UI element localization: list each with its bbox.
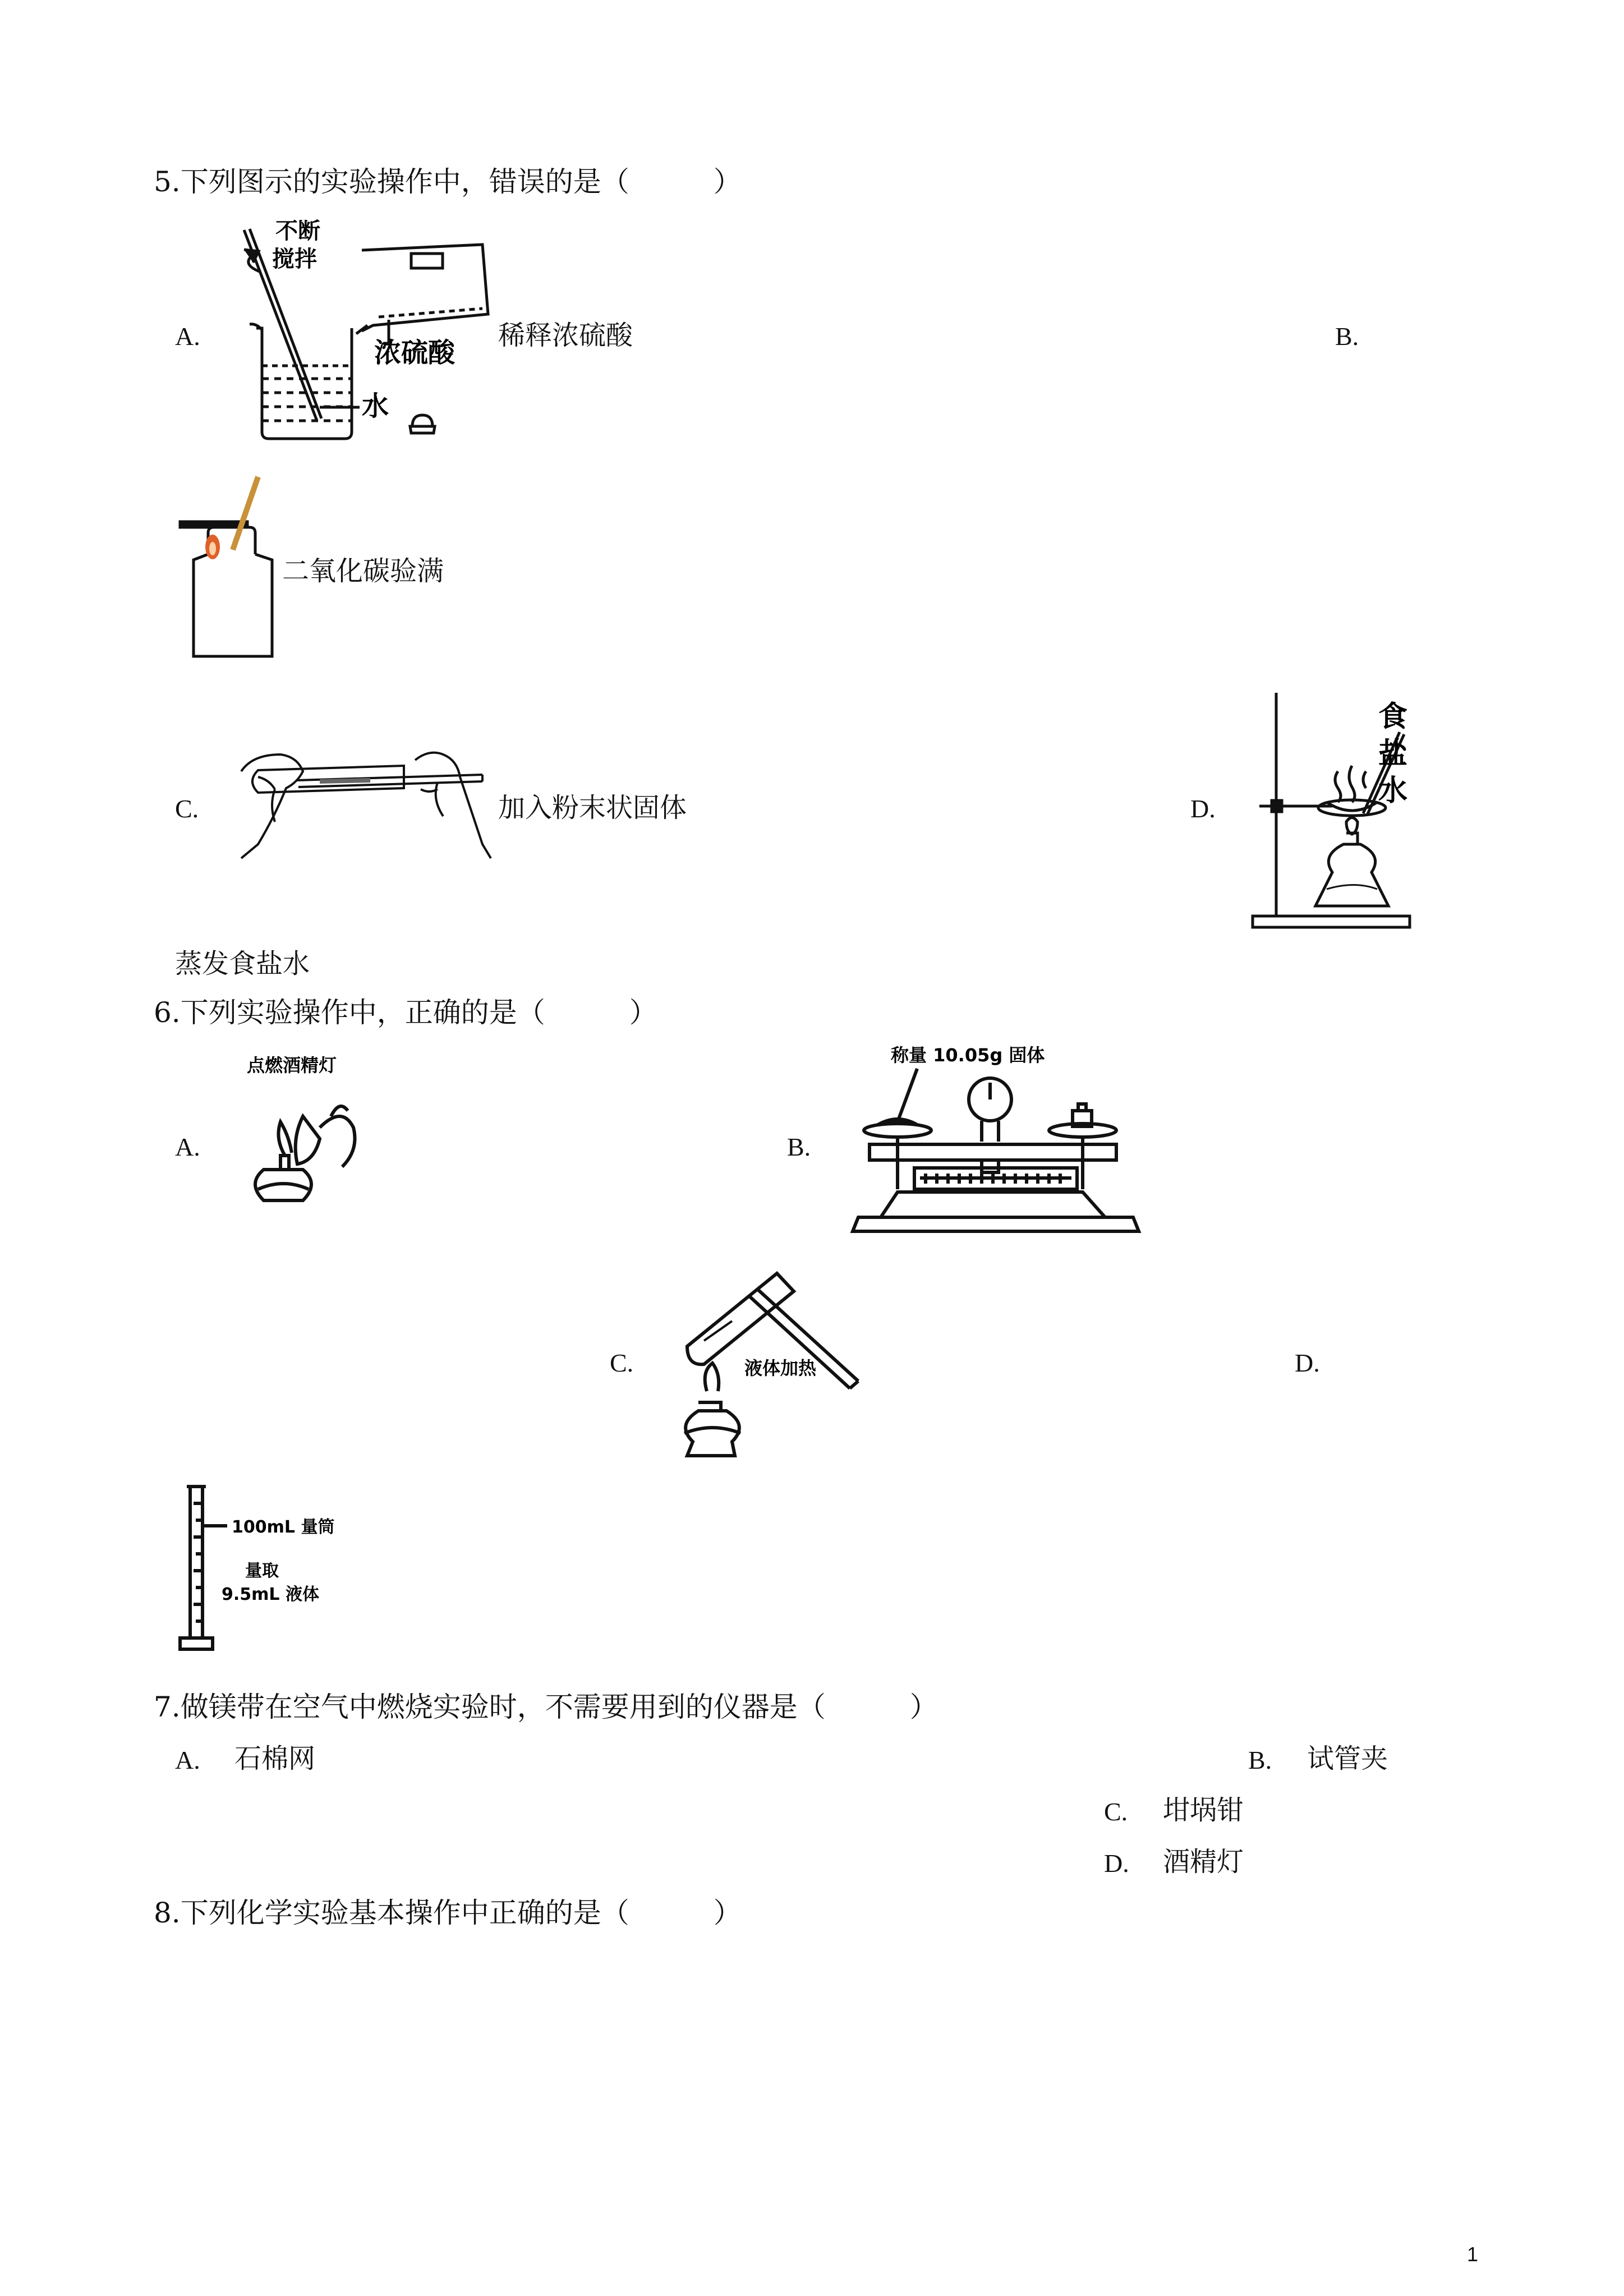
q7-option-a-letter[interactable]: A. (175, 1746, 200, 1774)
fig-caption-light-lamp: 点燃酒精灯 (247, 1055, 337, 1076)
q7-option-d-letter[interactable]: D. (1104, 1849, 1129, 1878)
fig-label-measure: 量取 (245, 1561, 279, 1581)
fig-label-salt-3: 水 (1378, 774, 1408, 808)
question-7-stem: 7.做镁带在空气中燃烧实验时，不需要用到的仪器是（ ） (154, 1691, 938, 1723)
question-5-stem: 5.下列图示的实验操作中，错误的是（ ） (154, 165, 742, 198)
fig-label-water: 水 (362, 390, 389, 422)
q7-option-b-letter[interactable]: B. (1248, 1746, 1272, 1774)
q5-option-d-caption: 蒸发食盐水 (175, 948, 310, 979)
q7-option-d-text: 酒精灯 (1163, 1846, 1244, 1878)
page-number: 1 (1467, 2243, 1479, 2266)
q7-option-b-text: 试管夹 (1307, 1743, 1388, 1774)
q6-option-a-letter[interactable]: A. (175, 1133, 200, 1161)
fig-label-volume: 9.5mL 液体 (222, 1585, 319, 1604)
fig-label-salt-2: 盐 (1378, 737, 1408, 771)
q7-option-c-text: 坩埚钳 (1163, 1795, 1244, 1826)
question-8-stem: 8.下列化学实验基本操作中正确的是（ ） (154, 1897, 742, 1929)
fig-caption-weigh: 称量 10.05g 固体 (891, 1045, 1045, 1066)
evaporate-salt-water-figure (1248, 687, 1416, 934)
q5-option-b-letter[interactable]: B. (1335, 322, 1359, 351)
fig-label-cylinder: 100mL 量筒 (232, 1517, 335, 1537)
q6-option-d-letter[interactable]: D. (1295, 1349, 1320, 1377)
fig-label-conc-acid: 浓硫酸 (374, 337, 456, 369)
q5-option-b-caption: 二氧化碳验满 (282, 555, 444, 587)
q5-option-a-caption: 稀释浓硫酸 (498, 320, 633, 351)
heat-liquid-figure (665, 1257, 855, 1470)
q7-option-c-letter[interactable]: C. (1104, 1797, 1128, 1826)
q6-option-b-letter[interactable]: B. (787, 1133, 811, 1161)
dilute-sulfuric-acid-figure (227, 219, 496, 443)
add-powder-figure (236, 738, 494, 861)
q5-option-a-letter[interactable]: A. (175, 322, 200, 351)
question-6-stem: 6.下列实验操作中，正确的是（ ） (154, 996, 657, 1029)
q5-option-c-caption: 加入粉末状固体 (498, 792, 687, 823)
fig-label-stir-2: 搅拌 (272, 246, 317, 272)
fig-caption-heat-liquid: 液体加热 (744, 1358, 817, 1379)
fig-label-stir-1: 不断 (275, 218, 320, 244)
fig-label-salt-1: 食 (1378, 700, 1408, 734)
graduated-cylinder-figure (177, 1481, 334, 1655)
q5-option-c-letter[interactable]: C. (175, 794, 199, 823)
balance-weighing-figure (853, 1043, 1156, 1245)
q5-option-d-letter[interactable]: D. (1190, 794, 1216, 823)
q6-option-c-letter[interactable]: C. (610, 1349, 634, 1377)
light-alcohol-lamp-figure (241, 1049, 376, 1228)
q7-option-a-text: 石棉网 (234, 1743, 316, 1774)
co2-full-check-figure (177, 471, 289, 668)
